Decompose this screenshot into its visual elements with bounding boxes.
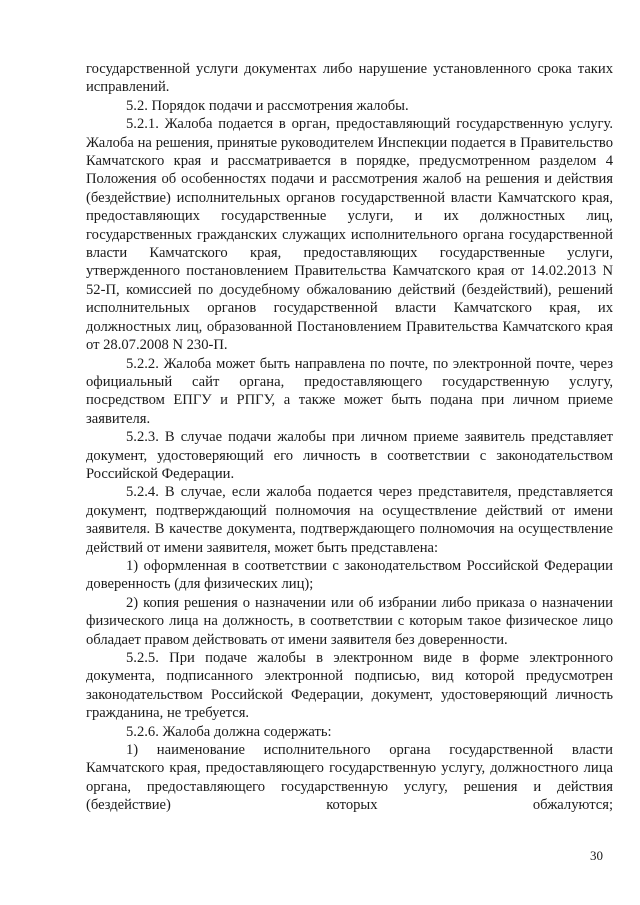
paragraph-5-2-4-item-2: 2) копия решения о назначении или об избрании либо приказа о назначении физического лица на должность, в соответствии с которым такое физическое лицо обладает правом действовать от имени заявителя без доверенности. <box>86 594 613 648</box>
page-number: 30 <box>590 848 603 863</box>
paragraph-continuation: государственной услуги документах либо нарушение установленного срока таких исправлений. <box>86 61 613 96</box>
paragraph-5-2-3: 5.2.3. В случае подачи жалобы при личном приеме заявитель представляет документ, удостоверяющий его личность в соответствии с законодательством Российской Федерации. <box>86 429 613 482</box>
paragraph-5-2-4-item-1: 1) оформленная в соответствии с законодательством Российской Федерации доверенность (для физических лиц); <box>86 557 613 593</box>
document-body <box>86 60 613 815</box>
paragraph-5-2-4: 5.2.4. В случае, если жалоба подается через представителя, представляется документ, подтверждающий полномочия на осуществление действий от имени заявителя. В качестве документа, подтверждающего полномочия на осуществление действий от имени заявителя, может быть представлена: <box>86 484 613 556</box>
paragraph-5-2-heading: 5.2. Порядок подачи и рассмотрения жалобы. <box>126 97 409 114</box>
paragraph-5-2-1: 5.2.1. Жалоба подается в орган, предоставляющий государственную услугу. Жалоба на решения, принятые руководителем Инспекции подается в Правительство Камчатского края и рассматривается в порядке, предусмотренном разделом 4 Положения об особенностях подачи и рассмотрения жалоб на решения и действия (бездействие) исполнительных органов государственной власти Камчатского края, предоставляющих государственные услуги, и их должностных лиц, государственных гражданских служащих исполнительного органа государственной власти Камчатского края, предоставляющих государственные услуги, утвержденного постановлением Правительства Камчатского края от 14.02.2013 N 52-П, комиссией по досудебному обжалованию действий (бездействий), решений исполнительных органов государственной власти Камчатского края, их должностных лиц, образованной Постановлением Правительства Камчатского края от 28.07.2008 N 230-П. <box>86 116 613 354</box>
paragraph-5-2-2: 5.2.2. Жалоба может быть направлена по почте, по электронной почте, через официальный сайт органа, предоставляющего государственную услугу, посредством ЕПГУ и РПГУ, а также может быть подана при личном приеме заявителя. <box>86 355 613 427</box>
paragraph-5-2-6-item-1: 1) наименование исполнительного органа государственной власти Камчатского края, предоставляющего государственную услугу, должностного лица органа, предоставляющего государственную услугу, решения и действия (бездействие) которых обжалуются; <box>86 742 613 814</box>
paragraph-5-2-5: 5.2.5. При подаче жалобы в электронном виде в форме электронного документа, подписанного электронной подписью, вид которой предусмотрен законодательством Российской Федерации, документ, удостоверяющий личность гражданина, не требуется. <box>86 650 613 722</box>
paragraph-5-2-6: 5.2.6. Жалоба должна содержать: <box>126 723 332 740</box>
